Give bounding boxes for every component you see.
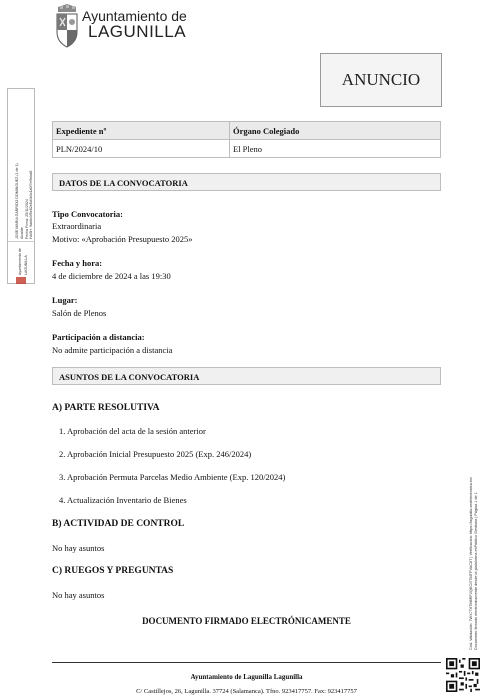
brand-line1: Ayuntamiento de xyxy=(82,8,187,24)
signature-side-stamp xyxy=(7,88,35,284)
table-header-row xyxy=(53,122,441,140)
tipo-label: Tipo Convocatoria: xyxy=(52,209,123,219)
doc-type-box xyxy=(320,53,442,107)
lugar-label: Lugar: xyxy=(52,295,78,305)
doc-type-label: ANUNCIO xyxy=(341,70,421,89)
expediente-table xyxy=(52,121,441,158)
stamp-org2: LAGUNILLA xyxy=(24,255,28,275)
value-organo: El Pleno xyxy=(230,140,441,158)
participacion-value: No admite participación a distancia xyxy=(52,345,173,355)
stamp-divider xyxy=(8,241,34,242)
list-item: 2. Aprobación Inicial Presupuesto 2025 (Exp. 246/2024) xyxy=(59,449,252,459)
verification-vertical-text xyxy=(469,477,478,650)
verification-line2: Documento firmado electrónicamente desde la plataforma esPublico Gestiona | Página 1 de 1 xyxy=(473,492,478,650)
list-item: 1. Aprobación del acta de la sesión anterior xyxy=(59,426,206,436)
list-item: 3. Aprobación Permuta Parcelas Medio Ambiente (Exp. 120/2024) xyxy=(59,472,286,482)
participacion-label: Participación a distancia: xyxy=(52,332,145,342)
list-item: 4. Actualización Inventario de Bienes xyxy=(59,495,187,505)
header-organo: Órgano Colegiado xyxy=(230,122,441,140)
stamp-hash: HASH: 9ab6c3f5e82e8d4b3c1a0f7ef9cbd8 xyxy=(29,170,33,239)
qr-code-icon[interactable] xyxy=(446,658,480,692)
footer-org: Ayuntamiento de Lagunilla Lagunilla xyxy=(190,673,303,681)
stamp-fecha: Fecha Firma: 25/11/2024 xyxy=(25,199,29,239)
stamp-role: Alcalde xyxy=(20,227,24,239)
fecha-value: 4 de diciembre de 2024 a las 19:30 xyxy=(52,271,171,281)
table-row xyxy=(53,140,441,158)
fecha-label: Fecha y hora: xyxy=(52,258,103,268)
coat-of-arms-logo xyxy=(54,4,80,48)
lugar-value: Salón de Plenos xyxy=(52,308,107,318)
header-expediente: Expediente nº xyxy=(53,122,230,140)
value-expediente: PLN/2024/10 xyxy=(53,140,230,158)
motivo-value: Motivo: «Aprobación Presupuesto 2025» xyxy=(52,234,193,244)
stamp-logo-icon xyxy=(16,277,26,284)
tipo-value: Extraordinaria xyxy=(52,221,102,231)
stamp-org: Ayuntamiento de xyxy=(18,248,22,275)
stamp-signer: JOSE MARIA GARRIDO DOMINGUEZ (1 de 1) xyxy=(15,163,19,239)
brand-line2: LAGUNILLA xyxy=(88,22,187,41)
ruegos-heading: C) RUEGOS Y PREGUNTAS xyxy=(52,566,174,576)
ruegos-text: No hay asuntos xyxy=(52,590,105,600)
asuntos-section-header: ASUNTOS DE LA CONVOCATORIA xyxy=(52,367,441,385)
parte-resolutiva-heading: A) PARTE RESOLUTIVA xyxy=(52,403,160,413)
datos-section-header: DATOS DE LA CONVOCATORIA xyxy=(52,173,441,191)
actividad-control-heading: B) ACTIVIDAD DE CONTROL xyxy=(52,519,185,529)
footer-divider xyxy=(52,662,441,663)
verification-line1: Cód. Validación: 7WX7T6TM6RF2QKCGTMTPVAC6T | Verificación: https://lagunilla.sedelectronica.es/ xyxy=(469,477,473,650)
actividad-control-text: No hay asuntos xyxy=(52,543,105,553)
signature-note: DOCUMENTO FIRMADO ELECTRÓNICAMENTE xyxy=(142,616,351,626)
footer-address: C/ Castillejos, 26, Lagunilla. 37724 (Salamanca). Tfno. 923417757. Fax: 923417757 xyxy=(136,688,357,695)
